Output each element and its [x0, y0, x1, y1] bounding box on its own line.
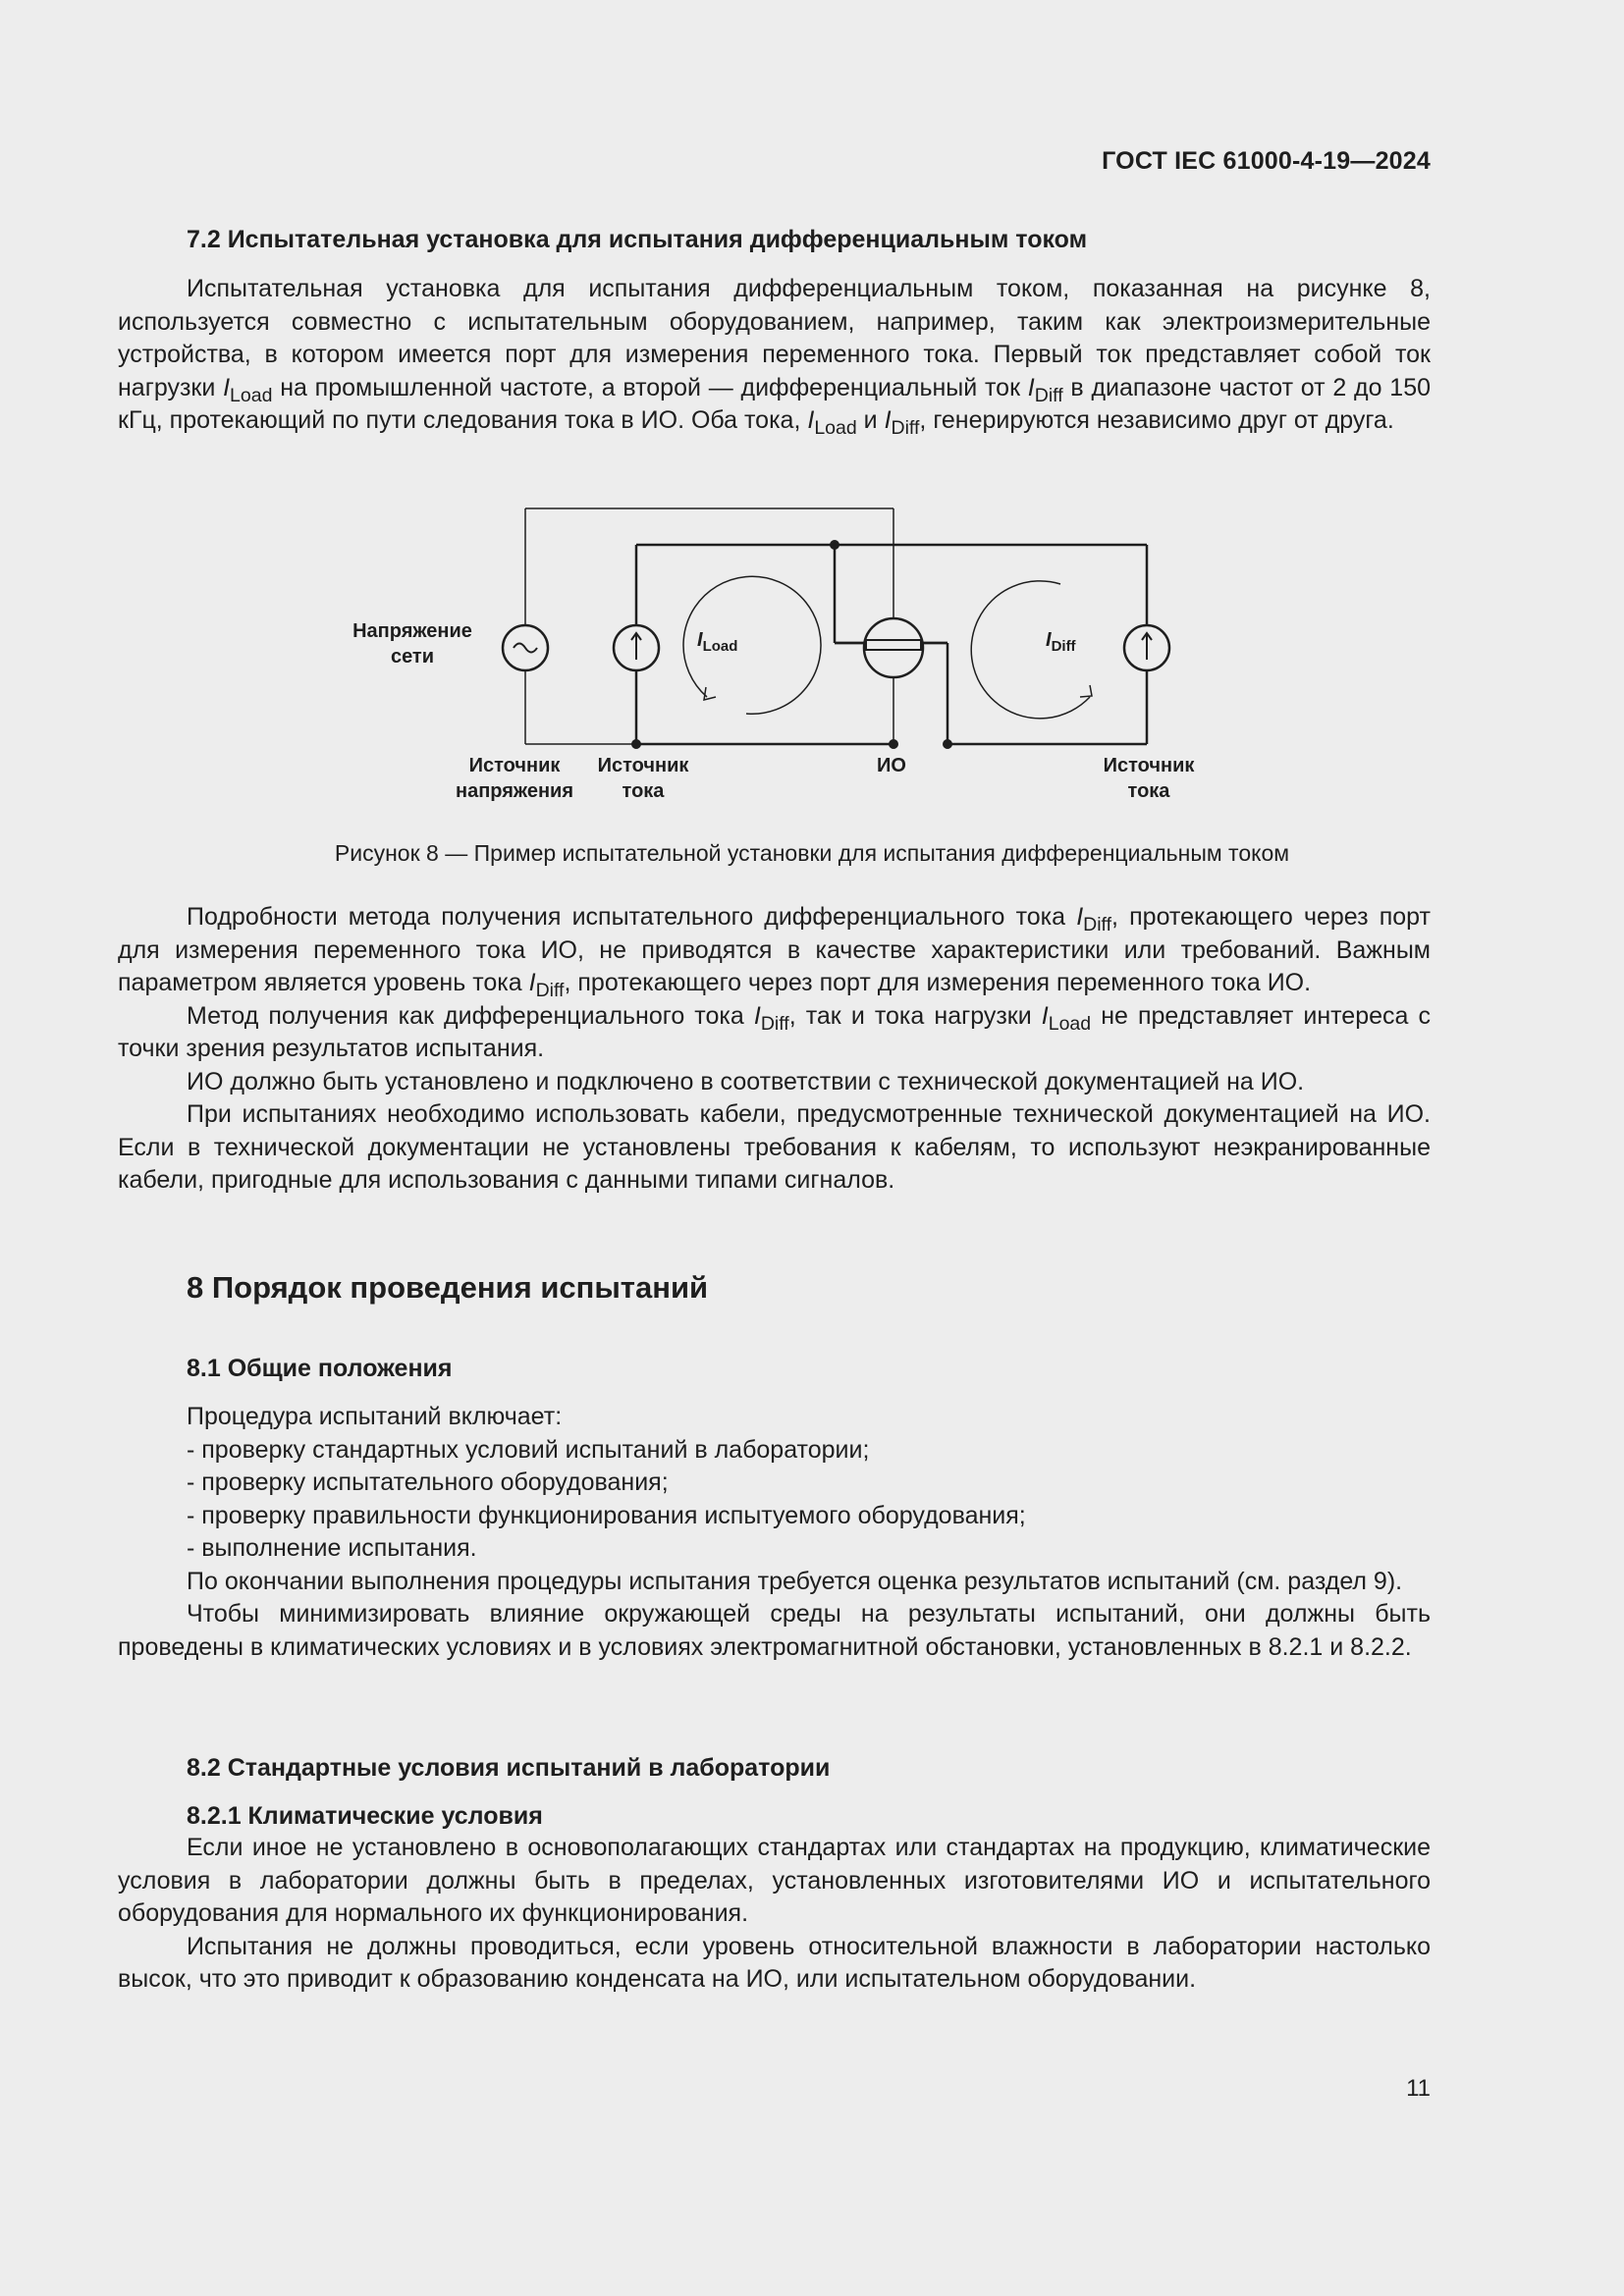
- section-8-1-title-block: [118, 1353, 1431, 1385]
- section-8-2-1-title: 8.2.1 Климатические условия: [187, 1802, 543, 1830]
- label-mains-line1: Напряжение: [352, 620, 472, 642]
- section-8-2-title: 8.2 Стандартные условия испытаний в лаборатории: [187, 1754, 831, 1782]
- figure-caption: Рисунок 8 — Пример испытательной установки для испытания дифференциальным током: [334, 840, 1290, 866]
- list-item: - проверку стандартных условий испытаний в лаборатории;: [187, 1435, 870, 1464]
- paragraph: По окончании выполнения процедуры испытания требуется оценка результатов испытаний (см. раздел 9).: [187, 1567, 1403, 1595]
- paragraph-block: [118, 901, 1431, 1198]
- section-7-2: [118, 224, 1431, 256]
- section-8-2-title-block: [118, 1752, 1431, 1785]
- label-vsource-line2: напряжения: [456, 780, 573, 802]
- label-isource-left-line1: Источник: [597, 755, 689, 776]
- loop-label-diff: $I_{Diff}$: [1046, 629, 1076, 655]
- paragraph: Испытания не должны проводиться, если уровень относительной влажности в лаборатории настолько высок, что это приводит к образованию конденсата на ИО, или испытательном оборудовании.: [118, 1932, 1431, 1993]
- junction-dot: [830, 540, 839, 550]
- section-8-2-1-title-block: [118, 1800, 1431, 1833]
- paragraph: Испытательная установка для испытания дифференциальным током, показанная на рисунке 8, используется совместно с испытательным оборудованием, например, таким как электроизмерительные устройства, в котором имеется порт для измерения переменного тока. Первый ток представляет собой ток нагрузки $I_{Load}$ на промышленной частоте, а второй — дифференциальный ток $I_{Diff}$ в диапазоне частот от 2 до 150 кГц, протекающий по пути следования тока в ИО. Оба тока, $I_{Load}$ и $I_{Diff}$, генерируются независимо друг от друга.: [118, 275, 1432, 439]
- junction-dot: [631, 739, 641, 749]
- paragraph: При испытаниях необходимо использовать кабели, предусмотренные технической документацией на ИО. Если в технической документации не установлены требования к кабелям, то используют неэкранированные кабели, пригодные для использования с данными типами сигналов.: [118, 1100, 1431, 1194]
- paragraph: Если иное не установлено в основополагающих стандартах или стандартах на продукцию, климатические условия в лаборатории должны быть в пределах, установленных изготовителями ИО и испытательного оборудования для нормального их функционирования.: [118, 1834, 1431, 1927]
- label-isource-right-line1: Источник: [1103, 755, 1195, 776]
- figure-8-circuit: [324, 491, 1227, 815]
- loop-label-load: $I_{Load}$: [697, 629, 738, 655]
- section-8-title: 8 Порядок проведения испытаний: [187, 1270, 709, 1305]
- paragraph: Чтобы минимизировать влияние окружающей среды на результаты испытаний, они должны быть проведены в климатических условиях и в условиях электромагнитной обстановки, установленных в 8.2.1 и 8.2.2.: [118, 1600, 1431, 1661]
- label-isource-left-line2: тока: [622, 780, 665, 802]
- label-mains-line2: сети: [390, 646, 435, 667]
- label-eut: ИО: [877, 755, 906, 776]
- section-8-1-title: 8.1 Общие положения: [187, 1355, 453, 1382]
- list-item: - проверку правильности функционирования испытуемого оборудования;: [187, 1501, 1026, 1529]
- page-number: 11: [1406, 2075, 1431, 2102]
- label-isource-right-line2: тока: [1127, 780, 1170, 802]
- paragraph: ИО должно быть установлено и подключено в соответствии с технической документацией на ИО.: [187, 1067, 1305, 1095]
- list-item: - выполнение испытания.: [187, 1534, 477, 1562]
- section-8-1-body: [118, 1401, 1431, 1664]
- junction-dot: [943, 739, 952, 749]
- section-7-2-title: 7.2 Испытательная установка для испытания дифференциальным током: [187, 226, 1088, 253]
- paragraph: Процедура испытаний включает:: [187, 1403, 563, 1430]
- paragraph: Метод получения как дифференциального тока $I_{Diff}$, так и тока нагрузки $I_{Load}$ не представляет интереса с точки зрения результатов испытания.: [118, 1001, 1431, 1062]
- junction-dot: [889, 739, 898, 749]
- eut-port-icon: [866, 640, 921, 650]
- label-vsource-line1: Источник: [468, 755, 561, 776]
- list-item: - проверку испытательного оборудования;: [187, 1468, 669, 1496]
- standard-designation: ГОСТ IEC 61000-4-19—2024: [1102, 147, 1431, 175]
- paragraph: Подробности метода получения испытательного дифференциального тока $I_{Diff}$, протекающего через порт для измерения переменного тока ИО, не приводятся в качестве характеристики или требований. Важным параметром является уровень тока $I_{Diff}$, протекающего через порт для измерения переменного тока ИО.: [118, 903, 1431, 1001]
- section-7-2-paragraph: [118, 273, 1431, 438]
- section-8-2-1-body: [118, 1832, 1431, 1997]
- section-8-title-block: [118, 1268, 1431, 1308]
